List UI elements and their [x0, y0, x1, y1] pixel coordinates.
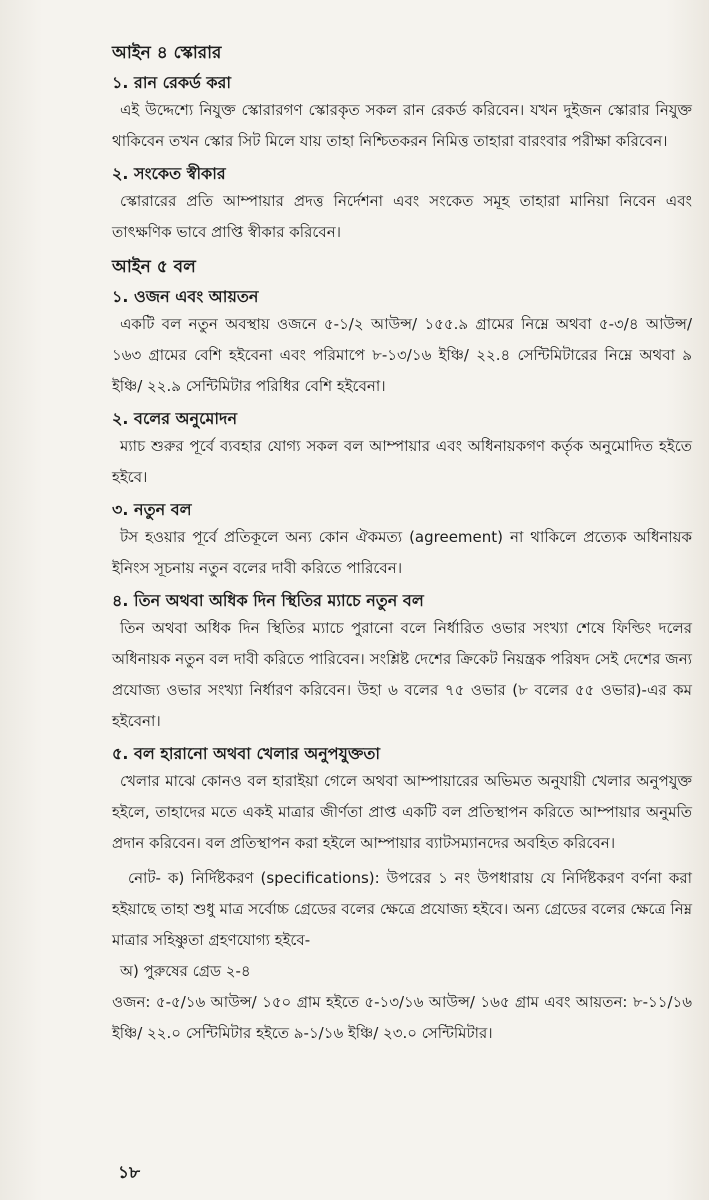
law-5-section-5-text: খেলার মাঝে কোনও বল হারাইয়া গেলে অথবা আম্পায়ারের অভিমত অনুযায়ী খেলার অনুপযুক্ত হইলে, তাহাদের মতে একই মাত্রার জীর্ণতা প্রাপ্ত একটি বল প্রতিস্থাপন করিতে আম্পায়ার অনুমতি প্রদান করিবেন। বল প্রতিস্থাপন করা হইলে আম্পায়ার ব্যাটসম্যানদের অবহিত করিবেন। — [112, 772, 692, 852]
page-number: ১৮ — [118, 1163, 141, 1183]
law-4-section-1-text: এই উদ্দেশ্যে নিযুক্ত স্কোরারগণ স্কোরকৃত সকল রান রেকর্ড করিবেন। যখন দুইজন স্কোরার নিযুক্ত থাকিবেন তখন স্কোর সিট মিলে যায় তাহা নিশ্চিতকরন নিমিত্ত তাহারা বারংবার পরীক্ষা করিবেন। — [112, 101, 692, 150]
law-5-section-2-title: ২. বলের অনুমোদন — [112, 409, 237, 428]
law-4-section-2-title: ২. সংকেত স্বীকার — [112, 164, 226, 183]
law-5-section-3-title: ৩. নতুন বল — [112, 500, 192, 519]
law-4-section-2-text: স্কোরারের প্রতি আম্পায়ার প্রদত্ত নির্দেশনা এবং সংকেত সমূহ তাহারা মানিয়া নিবেন এবং তাৎক্ষণিক ভাবে প্রাপ্তি স্বীকার করিবেন। — [112, 192, 692, 241]
specifications-note: নোট- ক) নির্দিষ্টকরণ (specifications): উপরের ১ নং উপধারায় যে নির্দিষ্টকরণ বর্ণনা করা হইয়াছে তাহা শুধু মাত্র সর্বোচ্চ গ্রেডের বলের ক্ষেত্রে প্রযোজ্য হইবে। অন্য গ্রেডের বলের ক্ষেত্রে নিম্ন মাত্রার সহিষ্ণুতা গ্রহণযোগ্য হইবে- — [112, 869, 692, 949]
page-content — [112, 40, 692, 1049]
law-5-heading: আইন ৫ বল — [112, 257, 196, 277]
law-5-section-4-title: ৪. তিন অথবা অধিক দিন স্থিতির ম্যাচে নতুন বল — [112, 591, 424, 610]
law-5-section-4-text: তিন অথবা অধিক দিন স্থিতির ম্যাচে পুরানো বলে নির্ধারিত ওভার সংখ্যা শেষে ফিল্ডিং দলের অধিনায়ক নতুন বল দাবী করিতে পারিবেন। সংশ্লিষ্ট দেশের ক্রিকেট নিয়ন্ত্রক পরিষদ সেই দেশের জন্য প্রযোজ্য ওভার সংখ্যা নির্ধারণ করিবেন। উহা ৬ বলের ৭৫ ওভার (৮ বলের ৫৫ ওভার)-এর কম হইবেনা। — [112, 619, 692, 730]
mens-grade-specs: ওজন: ৫-৫/১৬ আউন্স/ ১৫০ গ্রাম হইতে ৫-১৩/১৬ আউন্স/ ১৬৫ গ্রাম এবং আয়তন: ৮-১১/১৬ ইঞ্চি/ ২২.০ সেন্টিমিটার হইতে ৯-১/১৬ ইঞ্চি/ ২৩.০ সেন্টিমিটার। — [112, 993, 692, 1042]
mens-grade-label: অ) পুরুষের গ্রেড ২-৪ — [120, 962, 251, 980]
law-4-heading: আইন ৪ স্কোরার — [112, 43, 222, 63]
law-5-section-1-title: ১. ওজন এবং আয়তন — [112, 287, 259, 306]
law-5-section-3-text: টস হওয়ার পূর্বে প্রতিকূলে অন্য কোন ঐকমত্য (agreement) না থাকিলে প্রত্যেক অধিনায়ক ইনিংস সূচনায় নতুন বলের দাবী করিতে পারিবেন। — [112, 528, 692, 577]
law-5-section-2-text: ম্যাচ শুরুর পূর্বে ব্যবহার যোগ্য সকল বল আম্পায়ার এবং অধিনায়কগণ কর্তৃক অনুমোদিত হইতে হইবে। — [112, 437, 692, 486]
law-4-section-1-title: ১. রান রেকর্ড করা — [112, 73, 232, 92]
law-5-section-1-text: একটি বল নতুন অবস্থায় ওজনে ৫-১/২ আউন্স/ ১৫৫.৯ গ্রামের নিম্নে অথবা ৫-৩/৪ আউন্স/ ১৬৩ গ্রামের বেশি হইবেনা এবং পরিমাপে ৮-১৩/১৬ ইঞ্চি/ ২২.৪ সেন্টিমিটারের নিম্নে অথবা ৯ ইঞ্চি/ ২২.৯ সেন্টিমিটার পরিধির বেশি হইবেনা। — [112, 315, 692, 395]
law-5-section-5-title: ৫. বল হারানো অথবা খেলার অনুপযুক্ততা — [112, 744, 381, 763]
